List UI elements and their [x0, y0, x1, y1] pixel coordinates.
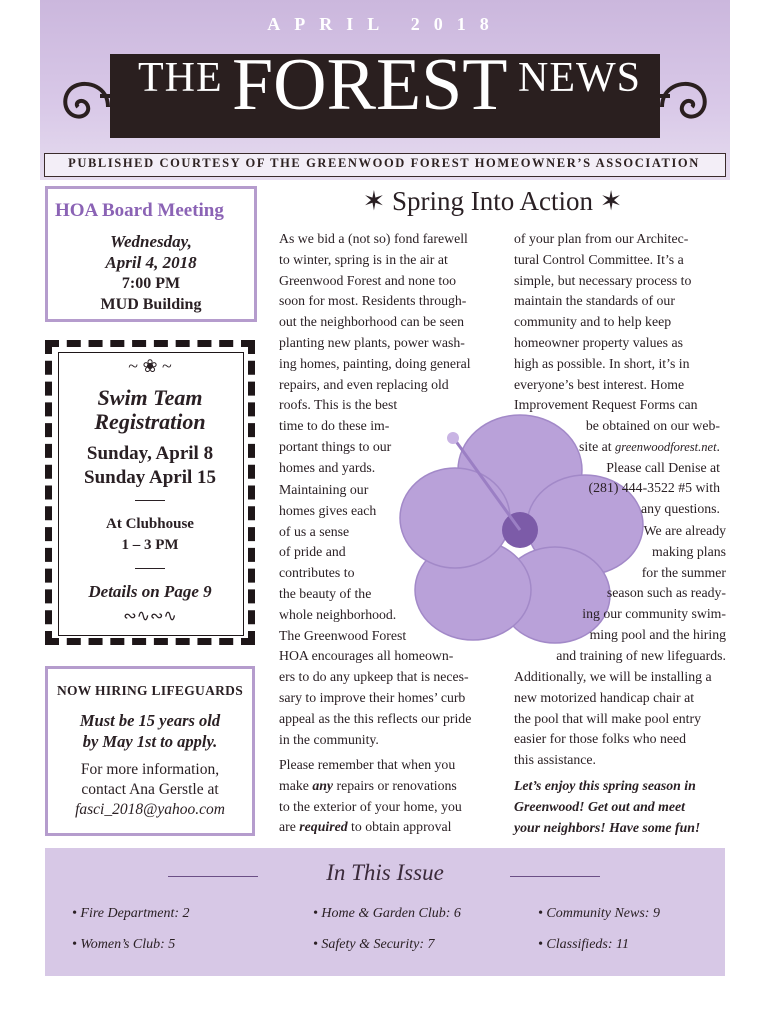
issue-month: APRIL 2018	[267, 14, 503, 34]
board-meeting-time-place	[45, 273, 257, 315]
text-fragment: repairs or renovations	[333, 777, 457, 793]
text-line: repairs, and even replacing old	[279, 376, 449, 392]
article-column-2-top	[514, 229, 729, 416]
text-line	[560, 437, 720, 458]
masthead-the: THE	[138, 55, 223, 101]
text-line: time to do these im-	[279, 418, 390, 434]
text-line: ing our community swim-	[582, 606, 726, 622]
board-meeting-day: Wednesday,	[110, 232, 192, 251]
text-fragment: make	[279, 777, 313, 793]
text-line: HOA encourages all homeown-	[279, 648, 454, 664]
closing-line: Greenwood! Get out and meet	[514, 798, 685, 814]
text-line: of pride and	[279, 544, 346, 560]
text-line: ming pool and the hiring	[589, 626, 726, 642]
lifeguards-req-2: by May 1st to apply.	[82, 732, 218, 751]
article-column-1-middle	[279, 480, 499, 750]
website-link[interactable]: greenwoodforest.net	[615, 439, 717, 454]
text-line: Maintaining our	[279, 482, 369, 497]
text-line: Please call Denise at	[606, 459, 720, 475]
text-line: and training of new lifeguards.	[556, 647, 726, 663]
text-line: The Greenwood Forest	[279, 627, 407, 643]
swim-details: Details on Page 9	[88, 582, 212, 601]
ornament-bottom-icon: ∾∿∾∿	[123, 608, 177, 625]
divider	[135, 568, 165, 569]
text-line: Please remember that when you	[279, 757, 456, 772]
text-line: to the exterior of your home, you	[279, 798, 462, 814]
article-closing	[514, 776, 729, 838]
text-line: in the community.	[279, 731, 379, 747]
text-line: easier for those folks who need	[514, 731, 687, 747]
text-line: of your plan from our Architec-	[514, 231, 689, 246]
masthead-forest: FOREST	[232, 44, 508, 126]
swim-team-title	[45, 386, 255, 434]
text-line: be obtained on our web-	[585, 418, 720, 433]
emphasis-any: any	[312, 777, 334, 793]
issue-item-safety-security[interactable]: • Safety & Security: 7	[313, 937, 435, 952]
text-line: of us a sense	[279, 523, 350, 539]
text-line: the pool that will make pool entry	[514, 710, 701, 726]
board-meeting-time: 7:00 PM	[121, 275, 181, 292]
text-fragment: .	[716, 438, 720, 454]
swim-title-line-2: Registration	[94, 409, 206, 434]
text-line: out the neighborhood can be seen	[279, 314, 465, 330]
swim-title-line-1: Swim Team	[97, 385, 203, 410]
text-line: ers to do any upkeep that is neces-	[279, 669, 469, 685]
masthead-subtitle: PUBLISHED COURTESY OF THE GREENWOOD FOREST HOMEOWNER’S ASSOCIATION	[68, 156, 700, 170]
text-line: community and to help keep	[514, 314, 672, 330]
text-fragment: to obtain approval	[347, 819, 452, 835]
text-line	[279, 776, 499, 797]
text-line: homes gives each	[279, 502, 377, 518]
board-meeting-place: MUD Building	[100, 296, 202, 313]
board-meeting-day-date: April 4, 2018	[105, 253, 197, 272]
headline-ornament-right-icon: ✶	[593, 186, 623, 216]
text-line: this assistance.	[514, 752, 596, 768]
issue-item-fire-department[interactable]: • Fire Department: 2	[72, 906, 190, 921]
text-line: to winter, spring is in the air at	[279, 251, 448, 267]
text-line: maintain the standards of our	[514, 293, 675, 309]
text-line: season such as ready-	[606, 585, 726, 601]
swim-date-1: Sunday, April 8	[86, 443, 214, 464]
text-line: high as possible. In short, it’s in	[514, 355, 690, 371]
text-line: As we bid a (not so) fond farewell	[279, 231, 468, 246]
text-line: whole neighborhood.	[279, 606, 397, 622]
swim-place: At Clubhouse	[106, 516, 194, 532]
text-line: homes and yards.	[279, 459, 376, 475]
swirl-left-icon	[48, 72, 118, 142]
ornament-top-icon: ~ ❀ ~	[128, 356, 172, 376]
text-line: any questions.	[641, 501, 720, 517]
issue-item-womens-club[interactable]: • Women’s Club: 5	[72, 937, 176, 952]
text-line: Greenwood Forest and none too	[279, 272, 457, 288]
phone-number: (281) 444-3522 #5 with	[588, 480, 720, 496]
text-line: new motorized handicap chair at	[514, 689, 695, 705]
text-line: sary to improve their homes’ curb	[279, 689, 466, 705]
issue-item-community-news[interactable]: • Community News: 9	[538, 906, 660, 921]
swim-team-location	[45, 514, 255, 556]
text-line: portant things to our	[279, 438, 392, 454]
in-this-issue-title: In This Issue	[326, 860, 444, 885]
swirl-right-icon	[652, 72, 722, 142]
article-column-2-web	[560, 416, 720, 520]
closing-line: Let’s enjoy this spring season in	[514, 778, 696, 793]
article-column-1-top	[279, 229, 494, 479]
masthead-news: NEWS	[518, 55, 641, 101]
text-line: soon for most. Residents through-	[279, 293, 467, 309]
lifeguards-req-1: Must be 15 years old	[79, 711, 221, 730]
text-line: Additionally, we will be installing a	[514, 669, 712, 684]
swim-date-2: Sunday April 15	[84, 467, 216, 488]
text-line: making plans	[652, 543, 726, 559]
text-line: tural Control Committee. It’s a	[514, 251, 684, 267]
article-headline	[265, 186, 720, 217]
lifeguards-email[interactable]: fasci_2018@yahoo.com	[75, 801, 225, 818]
swim-hours: 1 – 3 PM	[121, 537, 179, 553]
board-meeting-date	[45, 231, 257, 273]
article-column-2-middle	[514, 521, 726, 667]
board-meeting-title: HOA Board Meeting	[55, 200, 224, 221]
text-line: ing homes, painting, doing general	[279, 355, 471, 371]
headline-ornament-left-icon: ✶	[362, 186, 392, 216]
text-line: planting new plants, power wash-	[279, 334, 465, 350]
text-line: appeal as the this reflects our pride	[279, 710, 472, 726]
text-line: everyone’s best interest. Home	[514, 376, 685, 392]
text-line: roofs. This is the best	[279, 397, 398, 413]
text-line	[279, 817, 499, 838]
lifeguards-requirement	[45, 710, 255, 752]
text-line: contributes to	[279, 565, 355, 581]
closing-line: your neighbors! Have some fun!	[514, 819, 701, 835]
emphasis-required: required	[299, 819, 348, 835]
issue-item-classifieds[interactable]: • Classifieds: 11	[538, 937, 629, 952]
lifeguards-info-2: contact Ana Gerstle at	[81, 781, 219, 798]
lifeguards-title: NOW HIRING LIFEGUARDS	[56, 683, 244, 698]
text-line: homeowner property values as	[514, 334, 683, 350]
article-column-1-bottom	[279, 755, 499, 838]
text-line: We are already	[643, 523, 726, 538]
text-line: simple, but necessary process to	[514, 272, 692, 288]
text-line: Improvement Request Forms can	[514, 397, 698, 413]
divider	[135, 500, 165, 501]
text-fragment: site at	[579, 438, 616, 454]
article-column-2-bottom	[514, 667, 729, 771]
headline-text: Spring Into Action	[392, 186, 593, 216]
swim-team-dates	[45, 442, 255, 490]
issue-item-home-garden-club[interactable]: • Home & Garden Club: 6	[313, 906, 461, 921]
lifeguards-info	[45, 760, 255, 800]
text-line: the beauty of the	[279, 585, 372, 601]
lifeguards-info-1: For more information,	[80, 761, 220, 778]
text-fragment: are	[279, 819, 300, 835]
text-line: for the summer	[641, 564, 726, 580]
